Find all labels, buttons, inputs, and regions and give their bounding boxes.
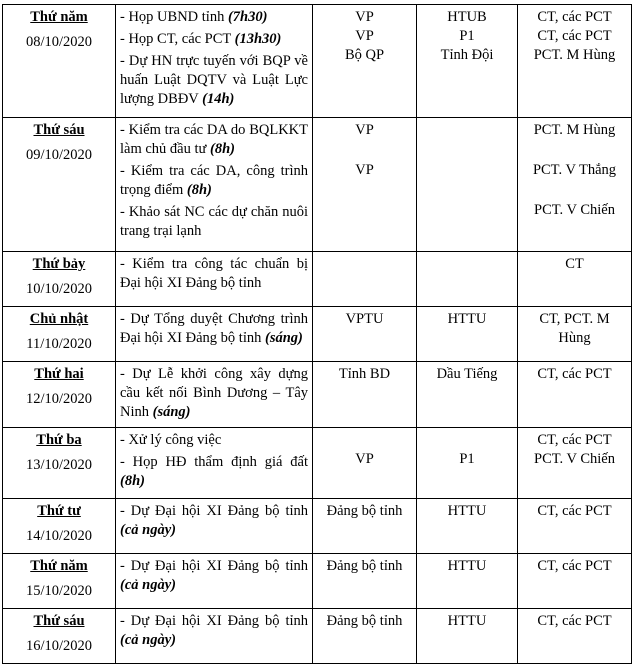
task-text: - Khảo sát NC các dự chăn nuôi trang trại lạnh: [120, 204, 308, 239]
day-date: 16/10/2020: [25, 638, 93, 654]
task-cell: [116, 428, 313, 499]
lead-cell: [518, 307, 632, 362]
day-name: Thứ ba: [36, 432, 82, 448]
schedule-row: [3, 307, 632, 362]
task-text: - Xử lý công việc: [120, 432, 222, 448]
schedule-row: [3, 609, 632, 664]
day-date: 09/10/2020: [25, 147, 93, 163]
task-text: - Họp UBND tỉnh: [120, 9, 228, 25]
unit-text: Đảng bộ tỉnh: [326, 613, 403, 629]
day-name: Chủ nhật: [29, 311, 89, 327]
task-text: - Dự Lễ khởi công xây dựng cầu kết nối Bình Dương – Tây Ninh: [120, 366, 308, 420]
lead-text: CT, các PCT: [537, 613, 612, 629]
lead-text: CT, các PCT: [537, 9, 612, 25]
task-time: (cả ngày): [120, 577, 176, 593]
task-time: (7h30): [227, 9, 268, 25]
task-item: [120, 162, 308, 200]
day-cell: [3, 362, 116, 428]
schedule-table: [2, 4, 632, 664]
lead-text: CT, các PCT: [537, 432, 612, 448]
lead-text: CT, các PCT: [537, 503, 612, 519]
task-item: [120, 431, 308, 450]
day-date: 15/10/2020: [25, 583, 93, 599]
unit-text: VP: [355, 28, 374, 44]
task-cell: [116, 5, 313, 118]
task-text: - Kiểm tra các DA, công trình trọng điểm: [120, 163, 308, 198]
task-text: - Dự Tổng duyệt Chương trình Đại hội XI Đảng bộ tỉnh: [120, 311, 308, 346]
place-text: HTTU: [447, 311, 487, 327]
day-name: Thứ sáu: [33, 613, 85, 629]
schedule-row: [3, 499, 632, 554]
day-name: Thứ năm: [30, 558, 88, 574]
day-name: Thứ sáu: [33, 122, 85, 138]
place-text: Dầu Tiếng: [436, 366, 498, 382]
task-time: (sáng): [152, 404, 191, 420]
lead-text: CT: [565, 256, 584, 272]
task-time: (8h): [210, 141, 235, 157]
place-text: P1: [459, 451, 475, 467]
place-cell: [417, 307, 518, 362]
lead-text: PCT. V Chiến: [534, 202, 615, 218]
place-cell: [417, 554, 518, 609]
unit-cell: [313, 362, 417, 428]
day-date: 10/10/2020: [25, 281, 93, 297]
place-text: P1: [459, 28, 475, 44]
day-date: 13/10/2020: [25, 457, 93, 473]
task-time: (14h): [202, 91, 235, 107]
day-cell: [3, 499, 116, 554]
task-text: - Kiểm tra các DA do BQLKKT làm chủ đầu tư: [120, 122, 308, 157]
day-name: Thứ năm: [30, 9, 88, 25]
unit-text: Tỉnh BD: [338, 366, 391, 382]
day-cell: [3, 307, 116, 362]
place-cell: [417, 499, 518, 554]
unit-cell: [313, 499, 417, 554]
place-text: Tỉnh Đội: [440, 47, 494, 63]
lead-cell: [518, 118, 632, 252]
task-cell: [116, 118, 313, 252]
unit-cell: [313, 554, 417, 609]
place-text: HTTU: [447, 503, 487, 519]
unit-text: VP: [355, 451, 374, 467]
task-item: [120, 30, 308, 49]
task-text: - Kiểm tra công tác chuẩn bị Đại hội XI Đảng bộ tỉnh: [120, 256, 308, 291]
day-name: Thứ bảy: [32, 256, 86, 272]
day-date: 14/10/2020: [25, 528, 93, 544]
lead-text: PCT. M Hùng: [533, 47, 616, 63]
unit-cell: [313, 428, 417, 499]
task-text: - Dự HN trực tuyến với BQP về huấn Luật DQTV và Luật Lực lượng DBĐV: [120, 53, 308, 107]
place-cell: [417, 5, 518, 118]
schedule-row: [3, 362, 632, 428]
task-time: (cả ngày): [120, 632, 176, 648]
lead-text: PCT. M Hùng: [533, 122, 616, 138]
unit-text: VPTU: [345, 311, 384, 327]
day-cell: [3, 428, 116, 499]
lead-cell: [518, 554, 632, 609]
lead-cell: [518, 428, 632, 499]
task-text: - Dự Đại hội XI Đảng bộ tỉnh: [120, 613, 308, 629]
task-cell: [116, 499, 313, 554]
lead-cell: [518, 5, 632, 118]
lead-text: CT, các PCT: [537, 28, 612, 44]
task-time: (8h): [186, 182, 212, 198]
place-cell: [417, 609, 518, 664]
task-item: [120, 502, 308, 540]
task-item: [120, 453, 308, 491]
lead-cell: [518, 362, 632, 428]
lead-text: CT, PCT. M Hùng: [539, 311, 610, 346]
place-text: HTTU: [447, 558, 487, 574]
task-cell: [116, 362, 313, 428]
unit-text: VP: [355, 122, 374, 138]
task-item: [120, 557, 308, 595]
unit-cell: [313, 118, 417, 252]
place-cell: [417, 362, 518, 428]
task-item: [120, 203, 308, 241]
unit-text: Đảng bộ tỉnh: [326, 558, 403, 574]
day-name: Thứ tư: [37, 503, 81, 519]
lead-cell: [518, 499, 632, 554]
task-text: - Dự Đại hội XI Đảng bộ tỉnh: [120, 503, 308, 519]
task-cell: [116, 554, 313, 609]
task-time: (8h): [120, 473, 145, 489]
lead-text: PCT. V Thắng: [532, 162, 617, 178]
schedule-row: [3, 428, 632, 499]
task-time: (13h30): [234, 31, 282, 47]
unit-cell: [313, 5, 417, 118]
lead-text: PCT. V Chiến: [534, 451, 615, 467]
unit-cell: [313, 609, 417, 664]
unit-text: VP: [355, 9, 374, 25]
day-date: 12/10/2020: [25, 391, 93, 407]
task-text: - Dự Đại hội XI Đảng bộ tỉnh: [120, 558, 308, 574]
task-time: (cả ngày): [120, 522, 176, 538]
place-text: HTTU: [447, 613, 487, 629]
place-text: HTUB: [447, 9, 487, 25]
schedule-row: [3, 252, 632, 307]
lead-text: CT, các PCT: [537, 558, 612, 574]
schedule-row: [3, 5, 632, 118]
task-item: [120, 121, 308, 159]
unit-cell: [313, 252, 417, 307]
unit-text: Bộ QP: [344, 47, 385, 63]
place-cell: [417, 118, 518, 252]
task-item: [120, 52, 308, 109]
task-text: - Họp HĐ thẩm định giá đất: [120, 454, 308, 470]
task-item: [120, 612, 308, 650]
task-text: - Họp CT, các PCT: [120, 31, 235, 47]
task-cell: [116, 609, 313, 664]
day-cell: [3, 118, 116, 252]
task-item: [120, 365, 308, 422]
place-cell: [417, 428, 518, 499]
day-date: 11/10/2020: [26, 336, 92, 352]
day-cell: [3, 609, 116, 664]
task-time: (sáng): [264, 330, 303, 346]
unit-text: VP: [355, 162, 374, 178]
day-cell: [3, 252, 116, 307]
task-item: [120, 8, 308, 27]
day-name: Thứ hai: [34, 366, 84, 382]
lead-cell: [518, 609, 632, 664]
day-cell: [3, 5, 116, 118]
schedule-row: [3, 554, 632, 609]
lead-text: CT, các PCT: [537, 366, 612, 382]
day-date: 08/10/2020: [25, 34, 93, 50]
unit-cell: [313, 307, 417, 362]
task-cell: [116, 307, 313, 362]
task-cell: [116, 252, 313, 307]
lead-cell: [518, 252, 632, 307]
day-cell: [3, 554, 116, 609]
schedule-row: [3, 118, 632, 252]
unit-text: Đảng bộ tỉnh: [326, 503, 403, 519]
place-cell: [417, 252, 518, 307]
task-item: [120, 255, 308, 293]
task-item: [120, 310, 308, 348]
